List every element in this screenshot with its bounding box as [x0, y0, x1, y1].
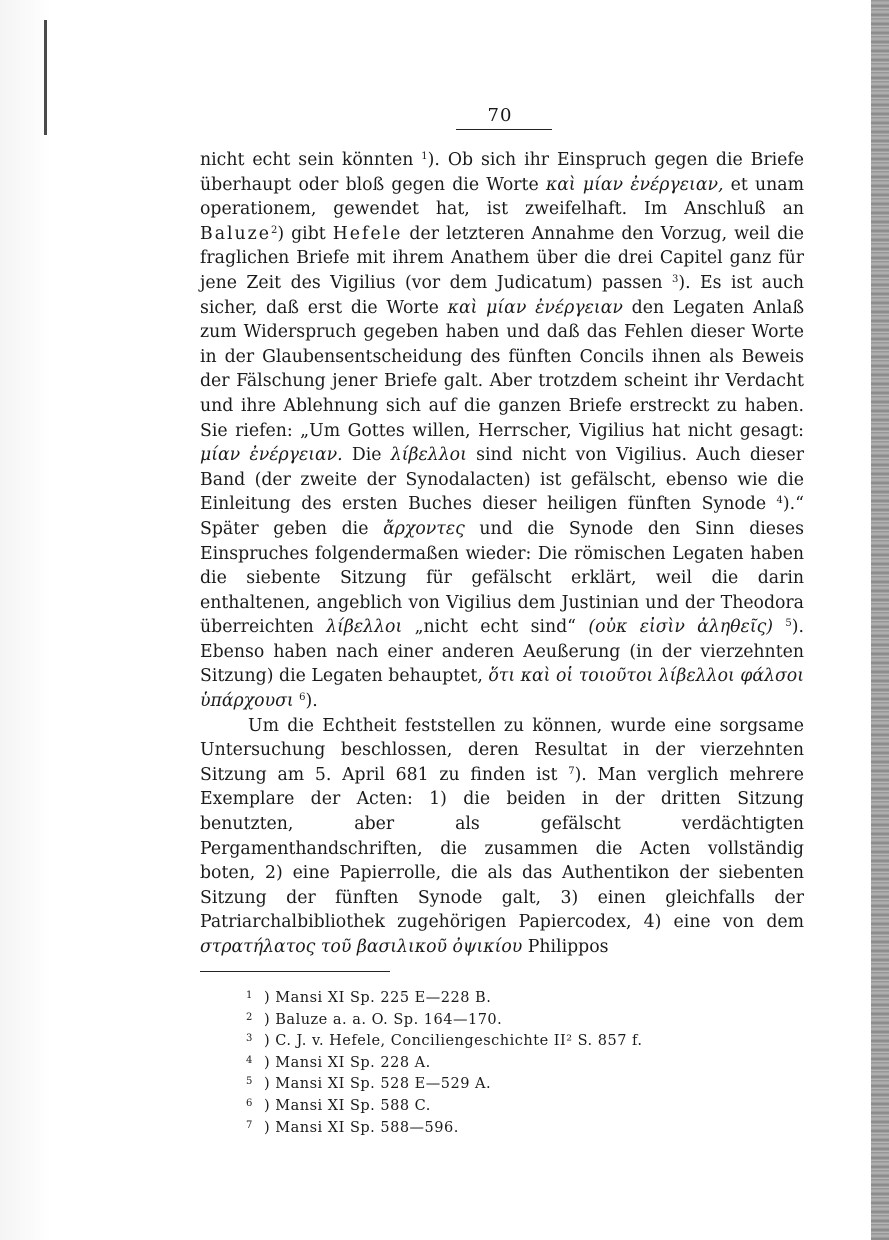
greek-text: ἄρχοντες: [383, 518, 465, 539]
text-segment: ) gibt: [277, 223, 333, 244]
paragraph: [200, 148, 804, 714]
footnote: [246, 1010, 766, 1032]
footnote-text: ) C. J. v. Hefele, Conciliengeschichte II² S. 857 f.: [264, 1033, 643, 1050]
text-segment: und die Synode den Sinn dieses Einspruches folgendermaßen wieder: Die römischen Legaten haben die siebente Sitzung für gefälscht erklärt, weil die darin enthaltenen, angeblich von Vigilius dem Justinian und der Theodora überreichten: [200, 518, 804, 638]
footnote-ref: 2: [271, 224, 278, 236]
paragraph: [200, 714, 804, 960]
footnote-mark: 1: [246, 990, 253, 1001]
text-segment: Die: [342, 445, 391, 466]
text-segment: „nicht echt sind“: [402, 617, 589, 638]
page-number: 70: [487, 105, 513, 126]
footnote-text: ) Mansi XI Sp. 225 E—228 B.: [264, 990, 492, 1006]
footnote: [246, 1031, 766, 1053]
text-segment: [773, 617, 785, 637]
author-name: Baluze: [200, 223, 271, 244]
footnote-text: ) Mansi XI Sp. 588 C.: [264, 1097, 431, 1114]
footnote-mark: 6: [246, 1097, 253, 1109]
greek-text: ὅτι καὶ οἱ τοιοῦτοι λίβελλοι φάλσοι ὑπάρχουσι: [200, 666, 804, 712]
footnote: [246, 1074, 766, 1096]
text-segment: der letzteren Annahme den Vorzug, weil die fraglichen Briefe mit ihrem Anathem über die drei Capitel ganz für jene Zeit des Vigilius (vor dem Judicatum) passen: [200, 223, 804, 293]
greek-text: καὶ μίαν ἐνέργειαν,: [545, 174, 724, 195]
footnote: [246, 1053, 766, 1075]
greek-text: μίαν ἐνέργειαν.: [200, 445, 343, 466]
text-segment: ). Es ist auch sicher, daß erst die Worte: [200, 272, 805, 318]
footnote-mark: 3: [246, 1033, 253, 1045]
text-segment: den Legaten Anlaß zum Widerspruch gegeben haben und daß das Fehlen dieser Worte in der Glaubensentscheidung des fünften Concils ihnen als Beweis der Fälschung jener Briefe galt. Aber trotzdem scheint ihr Verdacht und ihre Ablehnung sich auf die ganzen Briefe erstreckt zu haben. Sie riefen: „Um Gottes willen, Herrscher, Vigilius hat nicht gesagt:: [200, 297, 804, 441]
text-segment: ). Man verglich mehrere Exemplare der Acten: 1) die beiden in der dritten Sitzung benutzten, aber als gefälscht verdächtigten Pergamenthandschriften, die zusammen die Acten vollständig boten, 2) eine Papierrolle, die als das Authentikon der siebenten Sitzung der fünften Synode galt, 3) einen gleichfalls der Patriarchalbibliothek zugehörigen Papiercodex, 4) eine von dem: [200, 764, 804, 933]
author-name: Hefele: [332, 223, 403, 244]
footnote: [246, 1118, 766, 1140]
footnote-mark: 4: [246, 1054, 253, 1066]
footnote-mark: 5: [246, 1076, 253, 1088]
text-segment: Philippos: [522, 937, 609, 957]
body-text: [200, 148, 804, 960]
footnote-text: ) Mansi XI Sp. 528 E—529 A.: [264, 1076, 492, 1093]
footnote-ref: 3: [671, 273, 679, 285]
text-segment: ). Ebenso haben nach einer anderen Aeußerung (in der vierzehnten Sitzung) die Legaten behauptet,: [200, 617, 804, 687]
footnote: [246, 988, 766, 1010]
footnote-mark: 2: [246, 1011, 253, 1023]
text-segment: nicht echt sein könnten: [200, 150, 422, 170]
greek-text: (οὐκ εἰσὶν ἀληθεῖς): [588, 617, 774, 638]
footnote-text: ) Baluze a. a. O. Sp. 164—170.: [264, 1011, 503, 1028]
text-segment: Um die Echtheit feststellen zu können, wurde eine sorgsame Untersuchung beschlossen, deren Resultat in der vierzehnten Sitzung am 5. April 681 zu finden ist: [200, 715, 804, 785]
footnote-rule: [200, 971, 390, 972]
footnote-ref: 7: [568, 765, 575, 777]
scan-shadow-left: [0, 0, 52, 1240]
greek-text: λίβελλοι: [326, 617, 403, 638]
text-segment: ).“ Später geben die: [200, 494, 804, 539]
text-segment: sind nicht von Vigilius. Auch dieser Band (der zweite der Synodalacten) ist gefälscht, ebenso wie die Einleitung des ersten Buches dieser heiligen fünften Synode: [200, 445, 805, 515]
greek-text: λίβελλοι: [390, 445, 467, 466]
greek-text: καὶ μίαν ἐνέργειαν: [447, 297, 623, 318]
footnote-mark: 7: [246, 1119, 253, 1131]
footnote-ref: 6: [299, 692, 306, 704]
footnote: [246, 1096, 766, 1118]
text-segment: et unam operationem, gewendet hat, ist zweifelhaft. Im Anschluß an: [200, 174, 804, 220]
footnotes: [246, 988, 766, 1139]
footnote-text: ) Mansi XI Sp. 228 A.: [264, 1054, 431, 1071]
text-segment: ). Ob sich ihr Einspruch gegen die Briefe überhaupt oder bloß gegen die Worte: [200, 150, 804, 195]
greek-text: στρατήλατος τοῦ βασιλικοῦ ὀψικίου: [200, 937, 523, 957]
text-segment: ).: [305, 691, 318, 712]
footnote-ref: 5: [785, 618, 792, 630]
footnote-ref: 4: [776, 495, 783, 507]
footnote-ref: 1: [421, 151, 428, 162]
footnote-text: ) Mansi XI Sp. 588—596.: [264, 1119, 459, 1136]
header-rule: [456, 129, 552, 130]
scan-shadow-right: [871, 0, 889, 1240]
